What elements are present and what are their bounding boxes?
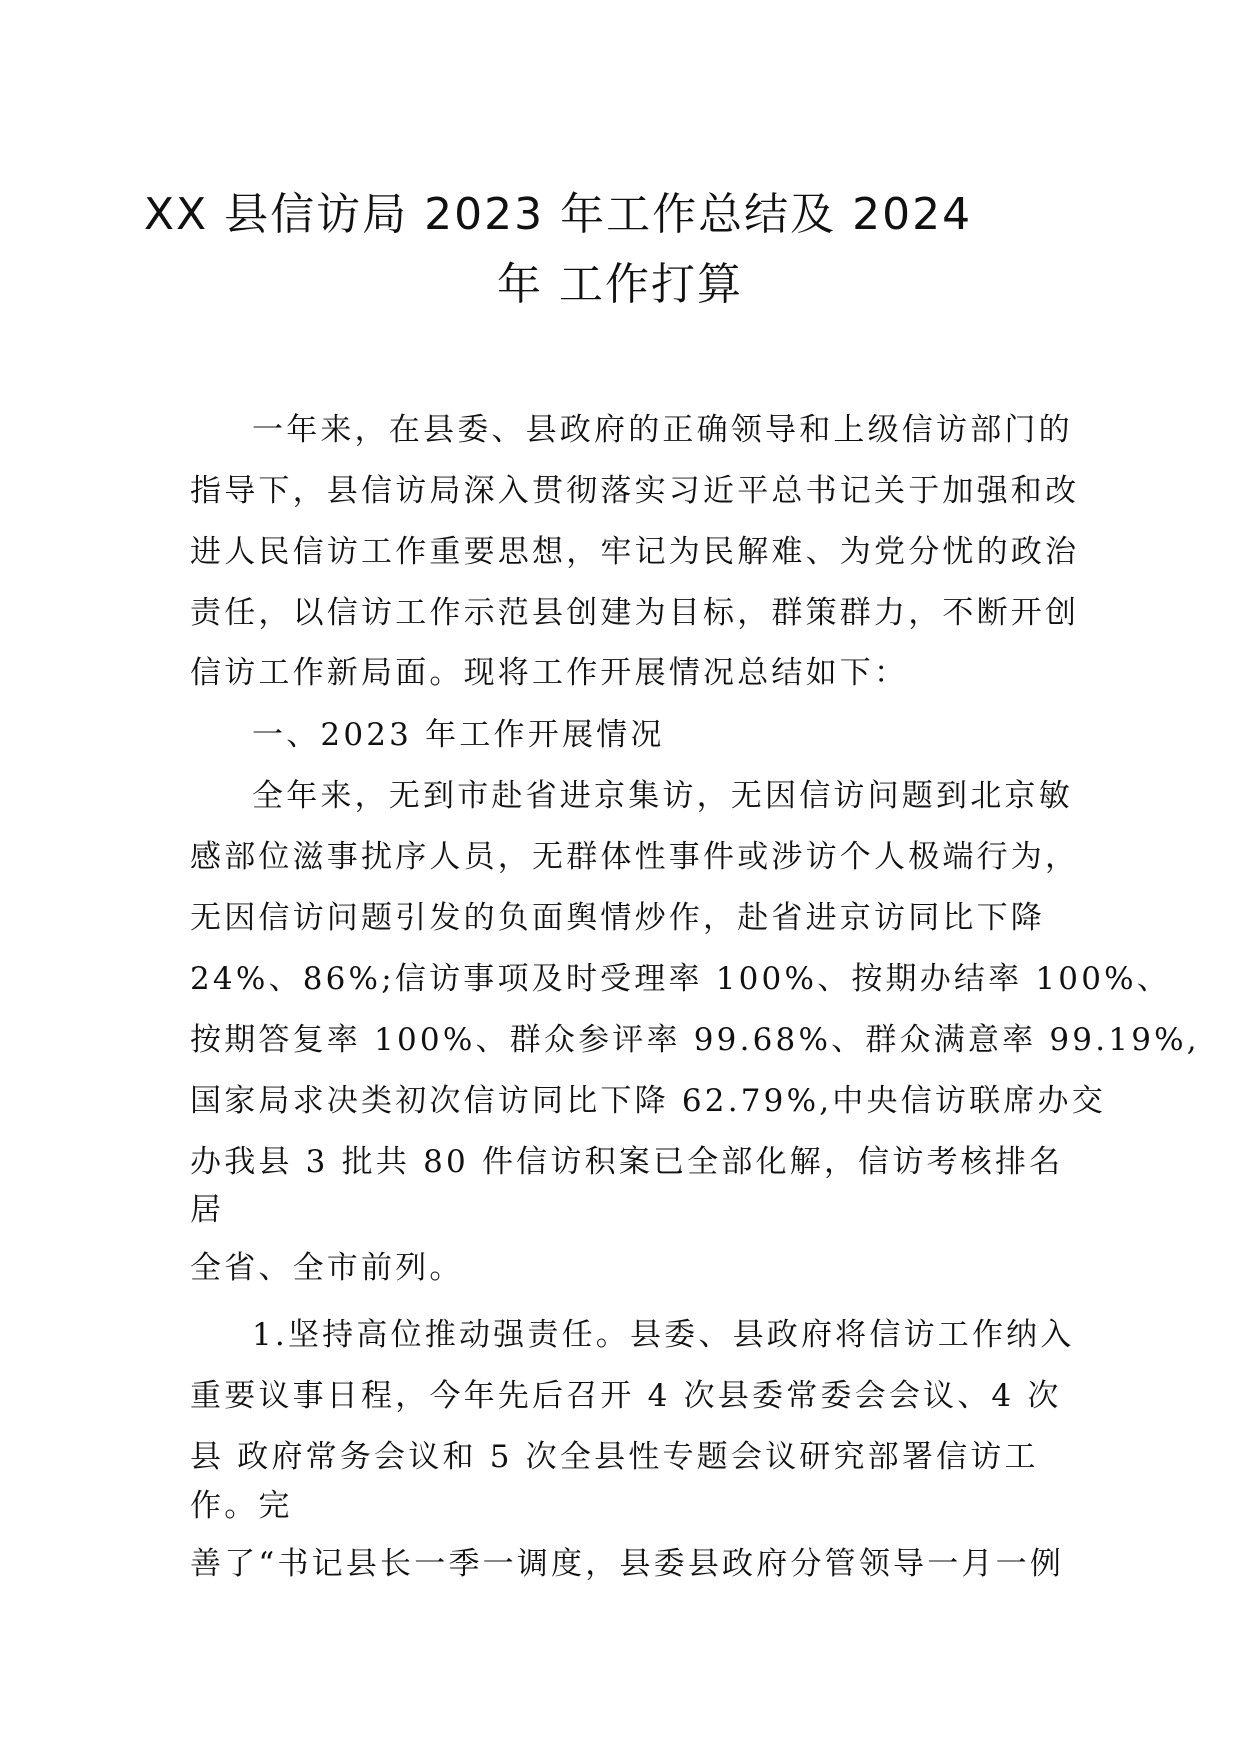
body-line-5: 信访工作新局面。现将工作开展情况总结如下：: [190, 655, 909, 691]
body-line-20: 善了“书记县长一季一调度，县委县政府分管领导一月一例: [190, 1546, 1065, 1582]
body-line-8: 感部位滋事扰序人员，无群体性事件或涉访个人极端行为，: [190, 839, 1080, 875]
body-line-19: 作。完: [190, 1488, 293, 1524]
body-line-4: 责任，以信访工作示范县创建为目标，群策群力，不断开创: [190, 595, 1080, 631]
body-line-10: 24%、86%;信访事项及时受理率 100%、按期办结率 100%、: [190, 961, 1172, 997]
body-line-1: 一年来，在县委、县政府的正确领导和上级信访部门的: [252, 412, 1073, 448]
body-line-16: 1.坚持高位推动强责任。县委、县政府将信访工作纳入: [252, 1317, 1075, 1353]
body-line-11: 按期答复率 100%、群众参评率 99.68%、群众满意率 99.19%,: [190, 1022, 1200, 1058]
body-line-2: 指导下，县信访局深入贯彻落实习近平总书记关于加强和改: [190, 473, 1080, 509]
body-line-14: 居: [190, 1192, 225, 1228]
section-heading-1: 一、2023 年工作开展情况: [252, 717, 665, 753]
body-line-3: 进人民信访工作重要思想，牢记为民解难、为党分忧的政治: [190, 534, 1080, 570]
body-line-13: 办我县 3 批共 80 件信访积案已全部化解，信访考核排名: [190, 1144, 1064, 1180]
body-line-7: 全年来，无到市赴省进京集访，无因信访问题到北京敏: [252, 778, 1073, 814]
body-line-18: 县 政府常务会议和 5 次全县性专题会议研究部署信访工: [190, 1439, 1039, 1475]
document-title-line-2: 年 工作打算: [497, 259, 743, 310]
document-title-line-1: XX 县信访局 2023 年工作总结及 2024: [143, 189, 973, 240]
body-line-9: 无因信访问题引发的负面舆情炒作，赴省进京访同比下降: [190, 900, 1045, 936]
body-line-12: 国家局求决类初次信访同比下降 62.79%,中央信访联席办交: [190, 1083, 1106, 1119]
body-line-17: 重要议事日程，今年先后召开 4 次县委常委会会议、4 次: [190, 1378, 1062, 1414]
body-line-15: 全省、全市前列。: [190, 1250, 464, 1286]
